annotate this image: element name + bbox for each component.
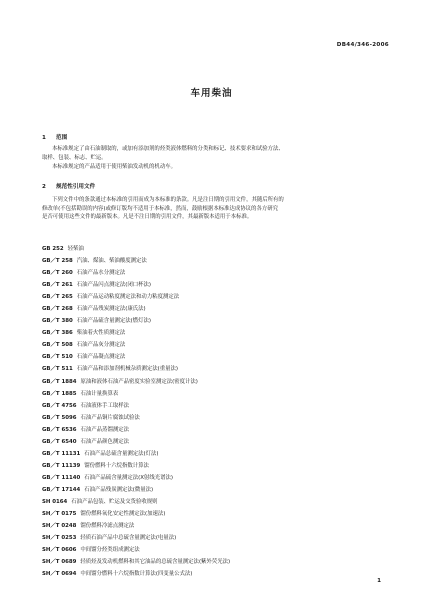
reference-code: GB／T 511	[42, 366, 73, 373]
section-1-para-1-line: 本标准规定了由石油制取的，或加有添加剂的烃类液体燃料的分类和标记、技术要求和试验方法、	[52, 146, 284, 152]
reference-code: GB／T 17144	[42, 486, 81, 493]
reference-title: 石油产品残炭测定法(微量法)	[84, 486, 154, 493]
reference-item	[42, 556, 382, 568]
reference-title: 石油液体手工取样法	[80, 402, 130, 409]
reference-title: 石油产品蒸馏测定法	[80, 426, 130, 433]
reference-title: 中间馏分燃料十六烷指数计算法(四变量公式法)	[80, 571, 193, 578]
section-1-title: 范围	[56, 135, 68, 141]
reference-code: GB／T 11140	[42, 474, 81, 481]
reference-item	[42, 412, 382, 424]
reference-code: SH／T 0253	[42, 535, 77, 542]
reference-code: GB／T 4756	[42, 402, 77, 409]
reference-item	[42, 508, 382, 520]
section-2-paragraph	[42, 196, 382, 222]
page-number: 1	[377, 578, 381, 584]
reference-code: GB／T 510	[42, 354, 73, 361]
section-2-para-line: 是否可使用这些文件的最新版本。凡是不注日期的引用文件，其最新版本适用于本标准。	[42, 214, 253, 221]
reference-code: GB／T 386	[42, 330, 73, 337]
reference-code: GB／T 380	[42, 318, 73, 325]
reference-item	[42, 484, 382, 496]
section-1-paragraph-1	[42, 145, 382, 162]
reference-item	[42, 376, 382, 388]
reference-item	[42, 303, 382, 315]
reference-code: GB／T 1885	[42, 390, 77, 397]
reference-title: 石油产品闪点测定法(闭口杯法)	[76, 282, 152, 289]
reference-item	[42, 496, 382, 508]
reference-item	[42, 532, 382, 544]
reference-title: 石油产品灰分测定法	[76, 342, 126, 349]
reference-code: GB／T 6540	[42, 438, 77, 445]
reference-code: GB／T 1884	[42, 378, 77, 385]
reference-code: SH／T 0689	[42, 559, 77, 566]
normative-reference-list	[42, 243, 382, 580]
section-2-number: 2	[42, 184, 46, 190]
reference-code: SH／T 0175	[42, 511, 77, 518]
reference-title: 轻柴油	[67, 246, 84, 252]
page-title: 车用柴油	[190, 88, 233, 99]
section-1-heading	[42, 133, 67, 141]
section-1-paragraph-2	[42, 163, 382, 172]
reference-title: 石油产品和添加剂机械杂质测定法(重量法)	[76, 366, 178, 373]
section-1-number: 1	[42, 135, 46, 141]
reference-title: 轻质石油产品中总硫含量测定法(电量法)	[80, 535, 177, 542]
reference-title: 石油产品水分测定法	[76, 270, 126, 277]
reference-item	[42, 291, 382, 303]
reference-item	[42, 568, 382, 580]
reference-title: 汽油、煤油、柴油酸度测定法	[76, 258, 147, 265]
reference-title: 石油产品总硫含量测定法(灯法)	[84, 450, 159, 457]
reference-item	[42, 339, 382, 351]
reference-title: 石油产品包装、贮运及交货验收规则	[71, 498, 158, 505]
reference-title: 石油产品硫含量测定法(X射线光谱法)	[84, 474, 173, 481]
reference-code: GB／T 258	[42, 258, 73, 265]
reference-title: 轻质烃及发动机燃料和其它油品的总硫含量测定法(紫外荧光法)	[80, 559, 231, 566]
reference-code: GB／T 265	[42, 294, 73, 301]
reference-item	[42, 279, 382, 291]
reference-code: GB／T 508	[42, 342, 73, 349]
reference-item	[42, 424, 382, 436]
reference-code: GB／T 5096	[42, 414, 77, 421]
reference-code: GB／T 260	[42, 270, 73, 277]
reference-title: 石油产品硫含量测定法(燃灯法)	[76, 318, 152, 325]
reference-item	[42, 544, 382, 556]
reference-item	[42, 363, 382, 375]
reference-item	[42, 388, 382, 400]
reference-code: GB／T 6536	[42, 426, 77, 433]
reference-title: 柴油着火性质测定法	[76, 330, 126, 337]
section-1-para-2-line: 本标准规定的产品适用于使用柴油发动机的机动车。	[52, 164, 176, 170]
reference-title: 原油和液体石油产品密度实验室测定法(密度计法)	[80, 378, 198, 385]
reference-item	[42, 267, 382, 279]
reference-title: 石油计量换算表	[80, 390, 119, 397]
reference-title: 石油产品凝点测定法	[76, 354, 126, 361]
reference-item	[42, 255, 382, 267]
reference-item	[42, 400, 382, 412]
reference-code: SH／T 0694	[42, 571, 77, 578]
section-2-para-line: 修改单(不包括勘误的内容)或修订版均不适用于本标准，然而，鼓励根据本标准达成协议的各方研究	[42, 205, 279, 212]
reference-code: GB／T 11139	[42, 462, 81, 469]
reference-code: SH 0164	[42, 498, 68, 505]
reference-item	[42, 460, 382, 472]
reference-title: 石油产品运动粘度测定法和动力粘度测定法	[76, 294, 180, 301]
reference-title: 石油产品颜色测定法	[80, 438, 130, 445]
section-2-para-line: 下列文件中的条款通过本标准的引用而成为本标准的条款。凡是注日期的引用文件，其随后所有的	[52, 197, 284, 203]
document-number: DB44/346-2006	[336, 42, 389, 48]
reference-item	[42, 315, 382, 327]
reference-code: GB 252	[42, 246, 64, 252]
reference-item	[42, 520, 382, 532]
section-1-para-1-line: 取样、包装、标志、贮运。	[42, 154, 107, 161]
reference-title: 中间馏分烃类组成测定法	[80, 547, 140, 554]
section-2-heading	[42, 182, 95, 190]
reference-title: 馏份燃料十六烷指数计算法	[84, 462, 149, 469]
reference-item	[42, 472, 382, 484]
reference-code: GB／T 261	[42, 282, 73, 289]
reference-title: 石油产品铜片腐蚀试验法	[80, 414, 140, 421]
reference-code: GB／T 268	[42, 306, 73, 313]
reference-title: 馏份燃料冷滤点测定法	[80, 523, 135, 530]
reference-item	[42, 243, 382, 255]
reference-code: SH／T 0248	[42, 523, 77, 530]
reference-item	[42, 436, 382, 448]
reference-title: 石油产品残炭测定法(康氏法)	[76, 306, 146, 313]
reference-title: 馏份燃料氧化安定性测定法(加速法)	[80, 511, 166, 518]
section-2-title: 规范性引用文件	[56, 184, 96, 190]
reference-item	[42, 351, 382, 363]
reference-code: GB／T 11131	[42, 450, 81, 457]
reference-item	[42, 448, 382, 460]
reference-code: SH／T 0606	[42, 547, 77, 554]
reference-item	[42, 327, 382, 339]
